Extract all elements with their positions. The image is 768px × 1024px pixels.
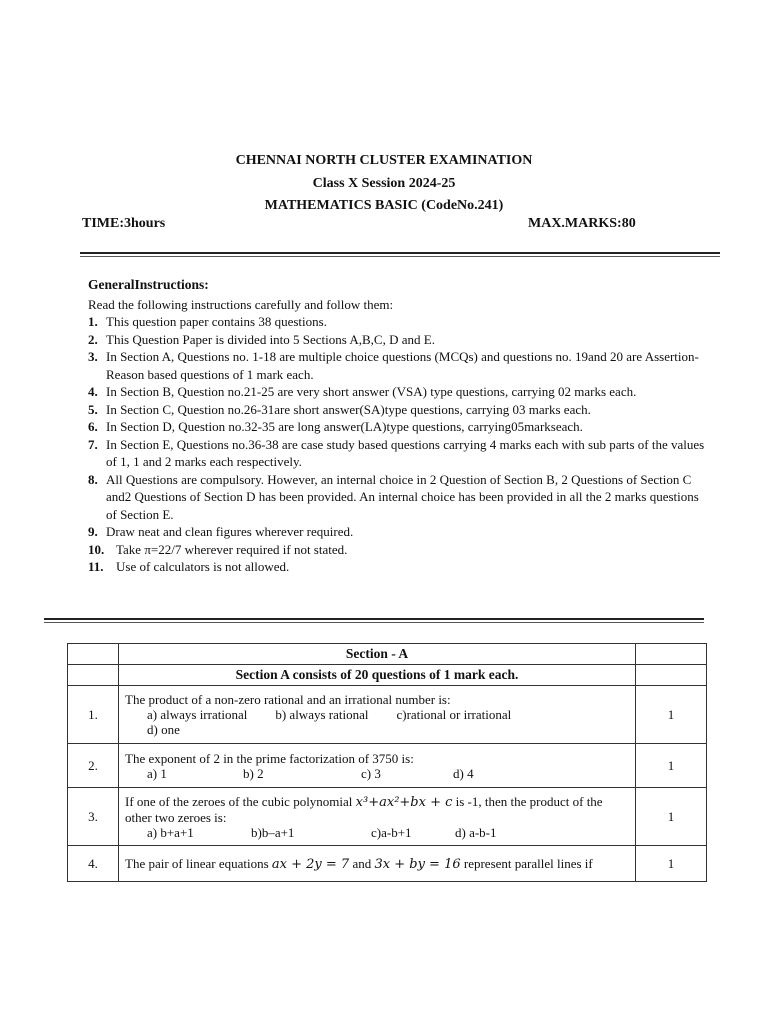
question-marks: 1 bbox=[636, 788, 707, 846]
max-marks-label: MAX.MARKS:80 bbox=[528, 216, 636, 231]
general-instructions bbox=[88, 276, 708, 576]
equation: ax + 2y = 7 bbox=[271, 856, 350, 872]
question-number: 1. bbox=[68, 686, 119, 744]
header-divider bbox=[80, 252, 720, 257]
instruction-item: 2. This Question Paper is divided into 5 Sections A,B,C, D and E. bbox=[88, 331, 435, 347]
question-row bbox=[68, 744, 707, 788]
question-row bbox=[68, 846, 707, 882]
section-subtitle: Section A consists of 20 questions of 1 mark each. bbox=[119, 665, 636, 686]
instruction-item: 3. In Section A, Questions no. 1-18 are multiple choice questions (MCQs) and questions no. 19and 20 are Assertion- Reason based questions of 1 mark each. bbox=[88, 349, 699, 382]
instructions-list bbox=[88, 313, 708, 576]
instruction-item: 1. This question paper contains 38 questions. bbox=[88, 314, 327, 329]
question-text: The product of a non-zero rational and an irrational number is: bbox=[125, 692, 451, 707]
instruction-item: 9. Draw neat and clean figures wherever required. bbox=[88, 524, 354, 539]
time-label: TIME:3hours bbox=[82, 216, 166, 231]
subject-line: MATHEMATICS BASIC (CodeNo.241) bbox=[264, 198, 504, 213]
question-marks: 1 bbox=[636, 744, 707, 788]
question-text: The exponent of 2 in the prime factorization of 3750 is: bbox=[125, 750, 414, 766]
question-marks: 1 bbox=[636, 846, 707, 882]
question-cell bbox=[119, 788, 636, 846]
option: a) 1 bbox=[147, 765, 167, 781]
instruction-item: 11. Use of calculators is not allowed. bbox=[88, 559, 290, 574]
question-text: If one of the zeroes of the cubic polynomial x³+ax²+bx + c is -1, then the product of the other two zeroes is: bbox=[125, 793, 603, 825]
question-options bbox=[125, 707, 629, 722]
option: c)a-b+1 bbox=[371, 824, 412, 840]
session-line: Class X Session 2024-25 bbox=[312, 176, 456, 191]
instruction-item: 4. In Section B, Question no.21-25 are very short answer (VSA) type questions, carrying 02 marks each. bbox=[88, 384, 637, 399]
option: d) a-b-1 bbox=[455, 824, 497, 840]
option: b) 2 bbox=[243, 765, 264, 781]
instruction-item: 7. In Section E, Questions no.36-38 are case study based questions carrying 4 marks each with sub parts of the values of 1, 1 and 2 marks each respectively. bbox=[88, 436, 705, 469]
exam-title: CHENNAI NORTH CLUSTER EXAMINATION bbox=[235, 153, 533, 168]
instructions-title: GeneralInstructions: bbox=[88, 277, 209, 292]
option: c) 3 bbox=[361, 765, 381, 781]
section-a-table bbox=[67, 643, 707, 882]
polynomial: x³+ax²+bx + c bbox=[355, 794, 453, 810]
option: d) one bbox=[147, 722, 180, 737]
question-number: 2. bbox=[68, 744, 119, 788]
question-text: The pair of linear equations ax + 2y = 7 and 3x + by = 16 represent parallel lines if bbox=[125, 855, 593, 872]
instruction-item: 10. Take π=22/7 wherever required if not stated. bbox=[88, 541, 348, 557]
question-number: 3. bbox=[68, 788, 119, 846]
instructions-intro: Read the following instructions carefully and follow them: bbox=[88, 296, 394, 312]
question-cell bbox=[119, 686, 636, 744]
instruction-item: 5. In Section C, Question no.26-31are short answer(SA)type questions, carrying 03 marks each. bbox=[88, 401, 591, 417]
question-marks: 1 bbox=[636, 686, 707, 744]
instruction-item: 6. In Section D, Question no.32-35 are long answer(LA)type questions, carrying05markseach. bbox=[88, 419, 583, 434]
question-row bbox=[68, 788, 707, 846]
option: a) always irrational bbox=[147, 707, 248, 722]
question-options bbox=[125, 825, 629, 840]
equation: 3x + by = 16 bbox=[374, 856, 461, 872]
section-title: Section - A bbox=[119, 644, 636, 665]
question-row bbox=[68, 686, 707, 744]
instructions-divider bbox=[44, 618, 704, 623]
option: c)rational or irrational bbox=[396, 707, 512, 722]
question-options bbox=[125, 766, 629, 781]
question-number: 4. bbox=[68, 846, 119, 882]
option: d) 4 bbox=[453, 765, 474, 781]
instruction-item: 8. All Questions are compulsory. However, an internal choice in 2 Question of Section B, 2 Questions of Section C and2 Questions of Section D has been provided. An internal choice has been provided in all the 2 marks questions of Section E. bbox=[88, 471, 699, 522]
question-cell bbox=[119, 846, 636, 882]
question-cell bbox=[119, 744, 636, 788]
option: b)b–a+1 bbox=[251, 824, 295, 840]
option: a) b+a+1 bbox=[147, 824, 194, 840]
option: b) always rational bbox=[275, 707, 369, 722]
